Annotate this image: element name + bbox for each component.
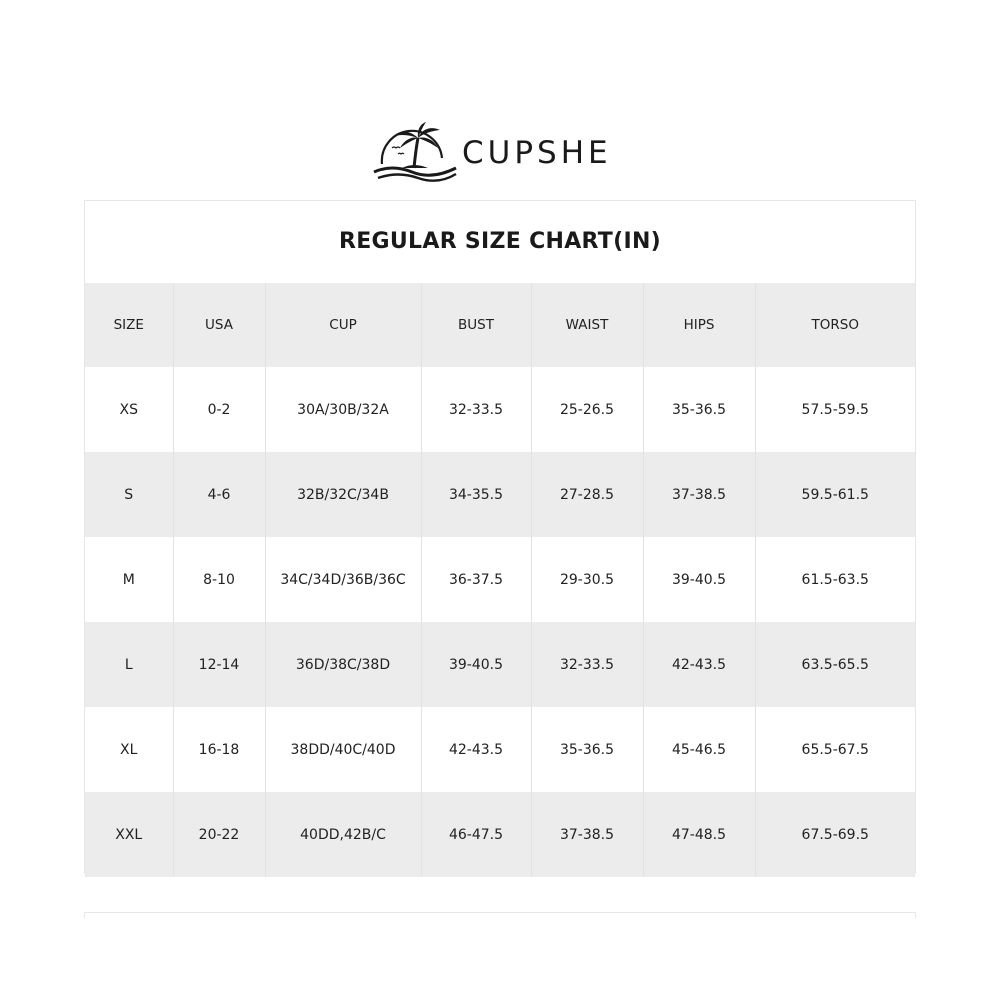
cell-size: XS <box>85 367 173 452</box>
size-chart-card <box>84 200 916 874</box>
cell-bust: 34-35.5 <box>421 452 531 537</box>
cell-hips: 47-48.5 <box>643 792 755 877</box>
table-row <box>85 707 915 792</box>
cell-usa: 16-18 <box>173 707 265 792</box>
cell-hips: 42-43.5 <box>643 622 755 707</box>
column-header-usa: USA <box>173 283 265 367</box>
cell-size: XL <box>85 707 173 792</box>
cell-waist: 32-33.5 <box>531 622 643 707</box>
table-header-row <box>85 283 915 367</box>
table-row <box>85 367 915 452</box>
column-header-torso: TORSO <box>811 317 859 333</box>
column-header-hips: HIPS <box>643 283 755 367</box>
brand-name: CUPSHE <box>462 135 612 171</box>
cell-torso: 61.5-63.5 <box>801 571 869 588</box>
cell-cup: 34C/34D/36B/36C <box>265 537 421 622</box>
chart-title: REGULAR SIZE CHART(IN) <box>338 229 662 254</box>
cell-cup: 40DD,42B/C <box>265 792 421 877</box>
cell-usa: 4-6 <box>173 452 265 537</box>
column-header-cup: CUP <box>265 283 421 367</box>
cell-usa: 20-22 <box>173 792 265 877</box>
cell-hips: 39-40.5 <box>643 537 755 622</box>
cell-waist: 29-30.5 <box>531 537 643 622</box>
column-header-size: SIZE <box>85 283 173 367</box>
column-header-waist: WAIST <box>531 283 643 367</box>
cell-torso: 63.5-65.5 <box>801 656 869 673</box>
cell-hips: 45-46.5 <box>643 707 755 792</box>
size-table <box>85 283 915 877</box>
cell-cup: 38DD/40C/40D <box>265 707 421 792</box>
brand-logo <box>372 118 612 182</box>
cell-torso: 65.5-67.5 <box>801 741 869 758</box>
cell-bust: 46-47.5 <box>421 792 531 877</box>
cell-bust: 32-33.5 <box>421 367 531 452</box>
table-row <box>85 452 915 537</box>
column-header-bust: BUST <box>421 283 531 367</box>
cell-cup: 30A/30B/32A <box>265 367 421 452</box>
divider-edge-right <box>915 912 916 918</box>
cell-torso: 59.5-61.5 <box>801 486 869 503</box>
cell-size: S <box>85 452 173 537</box>
cell-cup: 36D/38C/38D <box>265 622 421 707</box>
cell-bust: 39-40.5 <box>421 622 531 707</box>
cell-torso: 67.5-69.5 <box>801 826 869 843</box>
cell-hips: 35-36.5 <box>643 367 755 452</box>
cell-hips: 37-38.5 <box>643 452 755 537</box>
table-row <box>85 622 915 707</box>
cell-bust: 36-37.5 <box>421 537 531 622</box>
section-divider <box>84 912 916 913</box>
palm-tree-island-icon <box>372 118 458 182</box>
cell-waist: 35-36.5 <box>531 707 643 792</box>
cell-usa: 0-2 <box>173 367 265 452</box>
cell-size: M <box>85 537 173 622</box>
cell-waist: 27-28.5 <box>531 452 643 537</box>
cell-usa: 12-14 <box>173 622 265 707</box>
table-row <box>85 792 915 877</box>
divider-edge-left <box>84 912 85 918</box>
cell-waist: 25-26.5 <box>531 367 643 452</box>
cell-size: L <box>85 622 173 707</box>
cell-bust: 42-43.5 <box>421 707 531 792</box>
cell-usa: 8-10 <box>173 537 265 622</box>
table-row <box>85 537 915 622</box>
cell-torso: 57.5-59.5 <box>801 401 869 418</box>
cell-cup: 32B/32C/34B <box>265 452 421 537</box>
cell-size: XXL <box>85 792 173 877</box>
cell-waist: 37-38.5 <box>531 792 643 877</box>
